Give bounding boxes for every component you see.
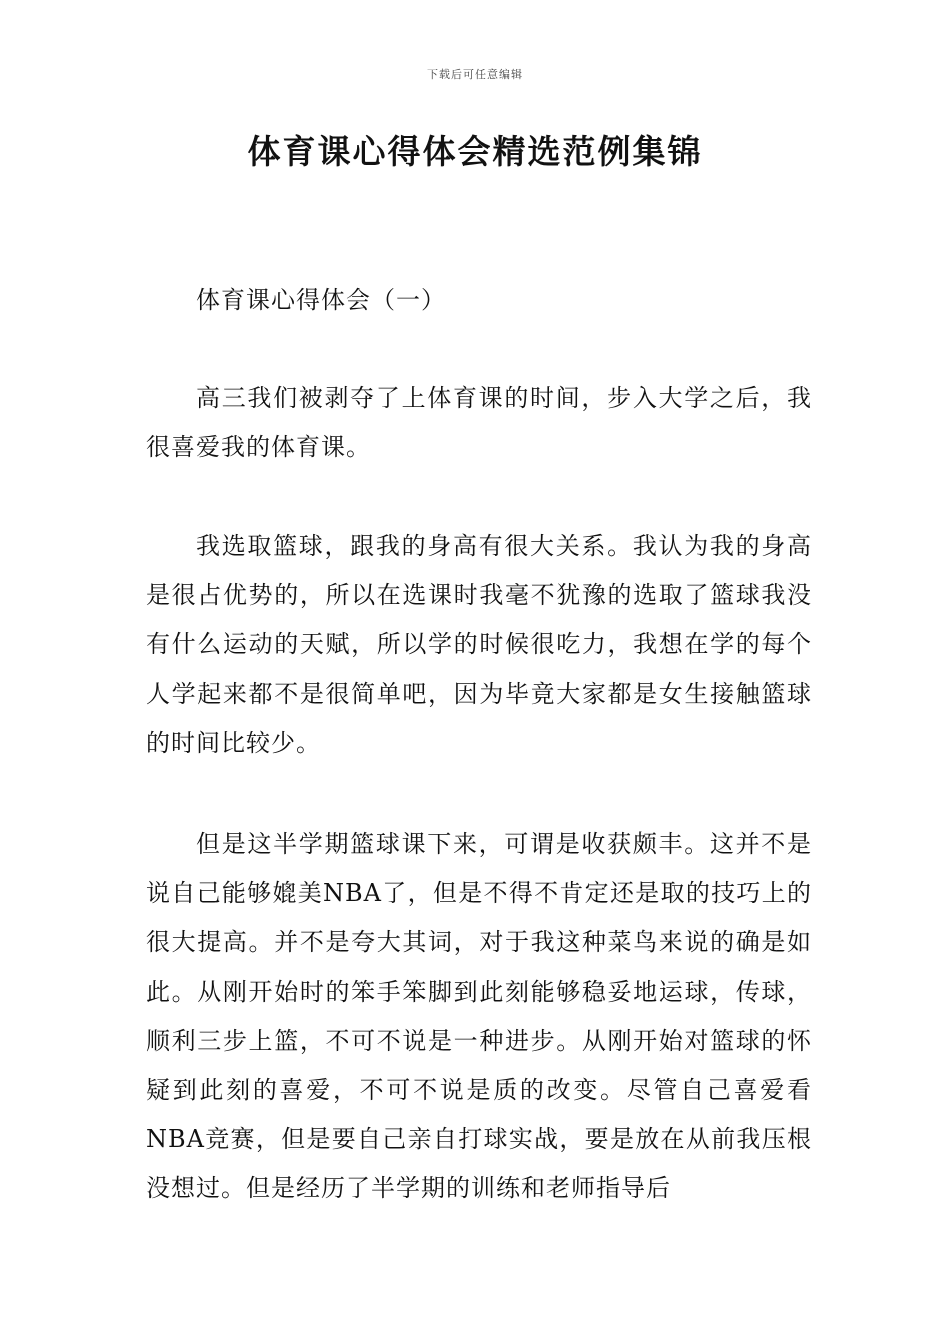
- paragraph-3: 但是这半学期篮球课下来，可谓是收获颇丰。这并不是说自己能够媲美NBA了，但是不得不肯定还是取的技巧上的很大提高。并不是夸大其词，对于我这种菜鸟来说的确是如此。从刚开始时的笨手笨脚到此刻能够稳妥地运球，传球，顺利三步上篮，不可不说是一种进步。从刚开始对篮球的怀疑到此刻的喜爱，不可不说是质的改变。尽管自己喜爱看NBA竞赛，但是要自己亲自打球实战，要是放在从前我压根没想过。但是经历了半学期的训练和老师指导后: [146, 830, 812, 1203]
- document-body: [146, 0, 812, 1344]
- paragraph-2: 我选取篮球，跟我的身高有很大关系。我认为我的身高是很占优势的，所以在选课时我毫不犹豫的选取了篮球我没有什么运动的天赋，所以学的时候很吃力，我想在学的每个人学起来都不是很简单吧，因为毕竟大家都是女生接触篮球的时间比较少。: [146, 532, 812, 757]
- paragraph-1: 高三我们被剥夺了上体育课的时间，步入大学之后，我很喜爱我的体育课。: [146, 384, 812, 462]
- header-note: 下载后可任意编辑: [427, 68, 523, 81]
- section-heading: 体育课心得体会（一）: [196, 286, 446, 314]
- document-title: 体育课心得体会精选范例集锦: [247, 132, 703, 171]
